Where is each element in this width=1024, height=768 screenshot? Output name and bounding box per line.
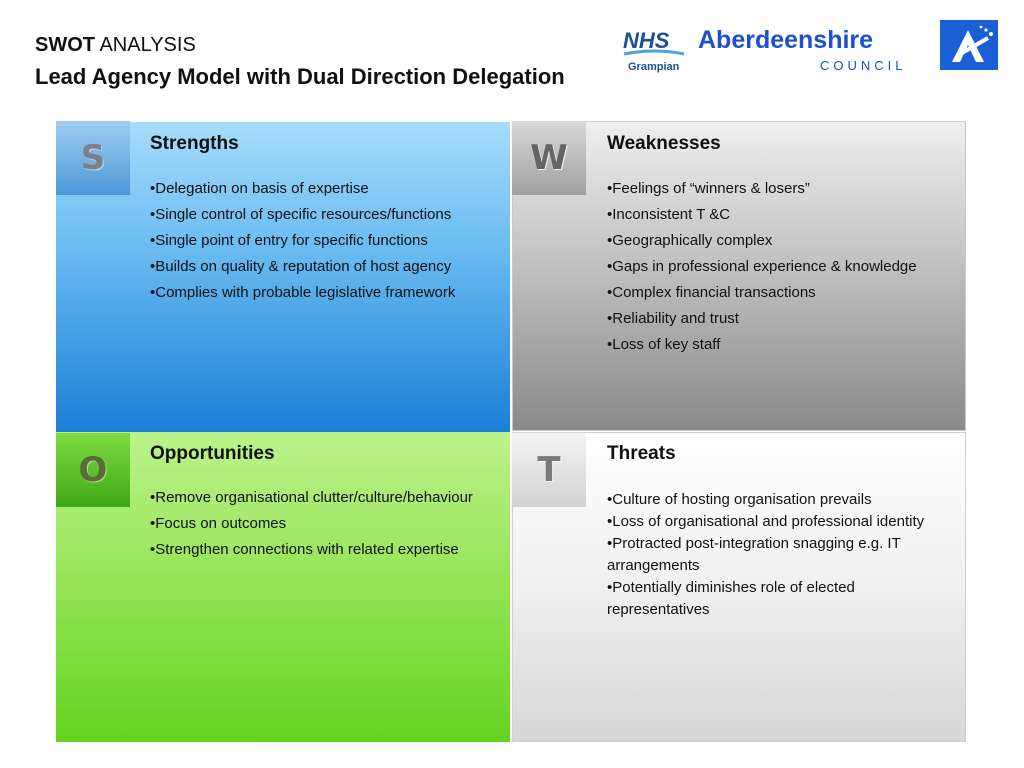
strengths-list: [150, 178, 496, 308]
aberdeenshire-logo-sub: COUNCIL: [820, 58, 907, 73]
opportunities-item: •Remove organisational clutter/culture/behaviour: [150, 489, 473, 506]
aberdeenshire-council-logo: [696, 24, 926, 76]
opportunities-heading: Opportunities: [150, 443, 275, 464]
strengths-letter-tile: S: [56, 121, 130, 195]
nhs-logo-subtext: Grampian: [628, 61, 680, 73]
weaknesses-item: •Geographically complex: [607, 232, 773, 249]
weaknesses-item: •Inconsistent T &C: [607, 206, 731, 223]
strengths-item: •Complies with probable legislative framework: [150, 284, 456, 301]
opportunities-letter-tile: O: [56, 433, 130, 507]
threats-item: •Loss of organisational and professional identity: [607, 513, 925, 530]
threats-list: [607, 489, 953, 621]
opportunities-item: •Focus on outcomes: [150, 515, 287, 532]
slide-title: [35, 34, 196, 57]
weaknesses-item: •Loss of key staff: [607, 336, 721, 353]
strengths-item: •Builds on quality & reputation of host agency: [150, 258, 452, 275]
strengths-heading: Strengths: [150, 133, 239, 154]
threats-letter-tile: T: [512, 433, 586, 507]
aberdeenshire-logo-name: Aberdeenshire: [698, 26, 874, 54]
slide-subtitle: Lead Agency Model with Dual Direction Delegation: [35, 64, 565, 89]
weaknesses-item: •Gaps in professional experience & knowledge: [607, 258, 917, 275]
threats-item: •Culture of hosting organisation prevails: [607, 491, 872, 508]
weaknesses-list: [607, 178, 953, 360]
weaknesses-letter-tile: W: [512, 121, 586, 195]
threats-item: •Potentially diminishes role of elected representatives: [607, 579, 855, 618]
weaknesses-item: •Complex financial transactions: [607, 284, 816, 301]
weaknesses-item: •Reliability and trust: [607, 310, 739, 327]
threats-item: •Protracted post-integration snagging e.g. IT arrangements: [607, 535, 901, 574]
slide-title-bold: SWOT: [35, 34, 95, 56]
strengths-item: •Delegation on basis of expertise: [150, 180, 369, 197]
weaknesses-heading: Weaknesses: [607, 133, 721, 154]
strengths-item: •Single control of specific resources/functions: [150, 206, 452, 223]
nhs-logo-text: NHS: [623, 28, 670, 53]
strengths-item: •Single point of entry for specific functions: [150, 232, 428, 249]
opportunities-list: [150, 487, 496, 565]
opportunities-item: •Strengthen connections with related expertise: [150, 541, 459, 558]
council-emblem-icon: [940, 20, 998, 70]
threats-heading: Threats: [607, 443, 676, 464]
weaknesses-item: •Feelings of “winners & losers”: [607, 180, 810, 197]
nhs-grampian-logo: [620, 24, 690, 76]
slide-title-rest: ANALYSIS: [95, 34, 196, 56]
